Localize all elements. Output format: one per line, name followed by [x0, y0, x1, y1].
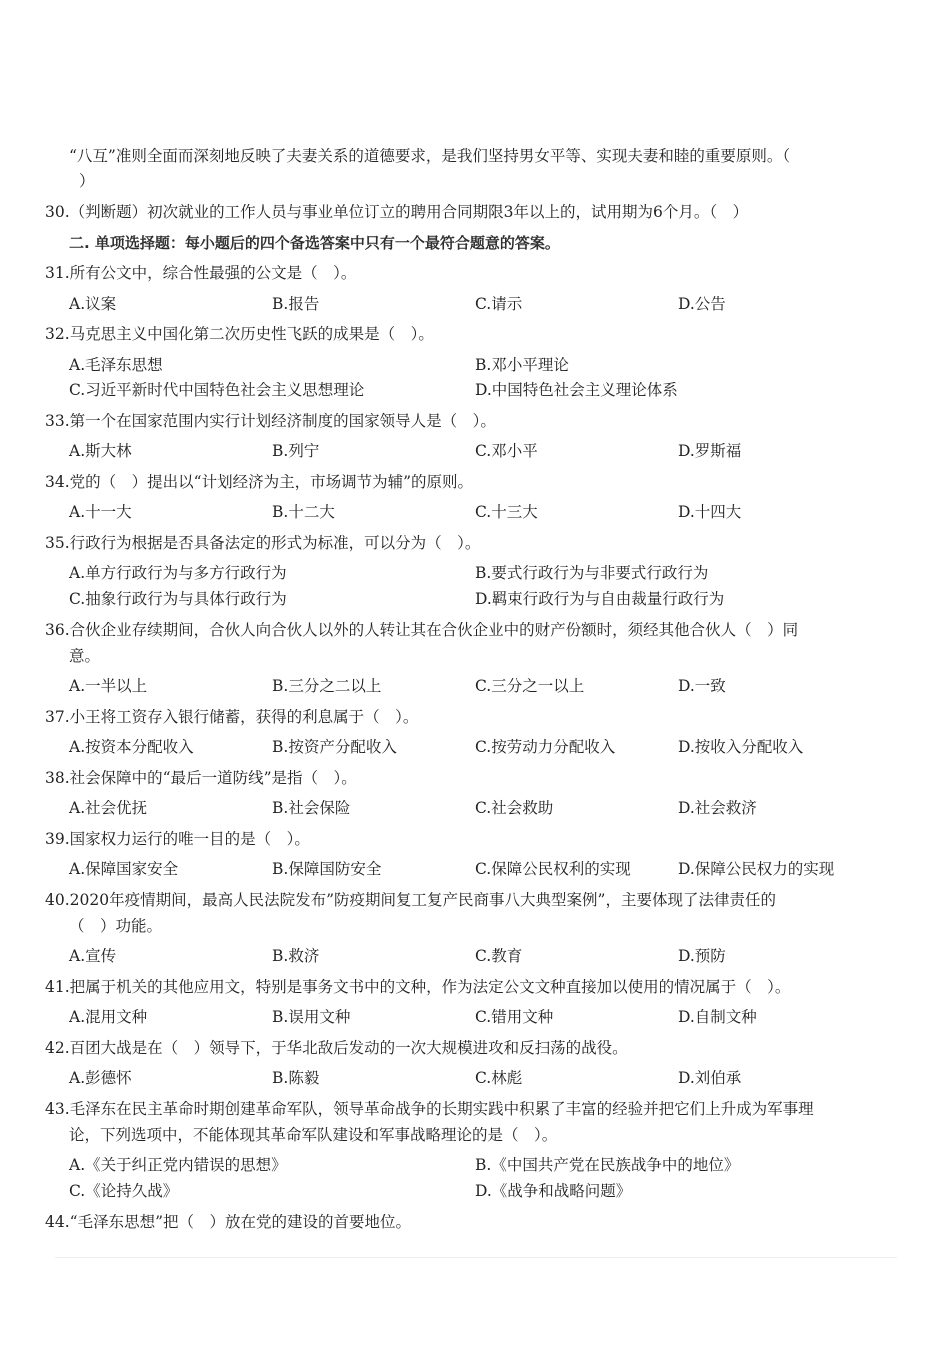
question-34-option-c: C.十三大 [475, 503, 538, 521]
question-38-stem: 38.社会保障中的“最后一道防线”是指（ ）。 [45, 769, 357, 787]
question-38-option-a: A.社会优抚 [69, 799, 148, 817]
question-31-option-c: C.请示 [475, 295, 523, 313]
question-36-option-c: C.三分之一以上 [475, 677, 585, 695]
question-37-stem: 37.小王将工资存入银行储蓄，获得的利息属于（ ）。 [45, 708, 419, 726]
footer-divider [55, 1257, 897, 1258]
question-37-option-b: B.按资产分配收入 [272, 738, 397, 756]
question-42-option-b: B.陈毅 [272, 1069, 320, 1087]
section-heading-single-choice: 二. 单项选择题：每小题后的四个备选答案中只有一个最符合题意的答案。 [69, 234, 560, 252]
question-42-option-d: D.刘伯承 [678, 1069, 742, 1087]
question-38-option-c: C.社会救助 [475, 799, 554, 817]
question-34-option-a: A.十一大 [69, 503, 132, 521]
question-39-option-d: D.保障公民权力的实现 [678, 860, 835, 878]
question-36-option-d: D.一致 [678, 677, 726, 695]
question-42-option-c: C.林彪 [475, 1069, 523, 1087]
question-36-option-a: A.一半以上 [69, 677, 148, 695]
question-41-stem: 41.把属于机关的其他应用文，特别是事务文书中的文种，作为法定公文文种直接加以使用的情况属于（ ）。 [45, 978, 791, 996]
question-31-option-b: B.报告 [272, 295, 320, 313]
question-42-stem: 42.百团大战是在（ ）领导下，于华北敌后发动的一次大规模进攻和反扫荡的战役。 [45, 1039, 628, 1057]
question-32-stem: 32.马克思主义中国化第二次历史性飞跃的成果是（ ）。 [45, 325, 434, 343]
question-43-option-a: A.《关于纠正党内错误的思想》 [69, 1156, 287, 1174]
question-37-option-d: D.按收入分配收入 [678, 738, 804, 756]
question-36-stem-line-1: 36.合伙企业存续期间，合伙人向合伙人以外的人转让其在合伙企业中的财产份额时，须经其他合伙人（ ）同 [45, 621, 799, 639]
question-33-option-d: D.罗斯福 [678, 442, 742, 460]
question-33-option-c: C.邓小平 [475, 442, 538, 460]
question-30: 30.（判断题）初次就业的工作人员与事业单位订立的聘用合同期限3年以上的，试用期为6个月。（ ） [45, 203, 749, 221]
question-39-option-b: B.保障国防安全 [272, 860, 382, 878]
question-39-stem: 39.国家权力运行的唯一目的是（ ）。 [45, 830, 310, 848]
intro-line-1: “八互”准则全面而深刻地反映了夫妻关系的道德要求，是我们坚持男女平等、实现夫妻和睦的重要原则。（ [69, 147, 791, 165]
question-40-option-b: B.救济 [272, 947, 320, 965]
question-37-option-a: A.按资本分配收入 [69, 738, 194, 756]
question-40-stem-line-2: （ ）功能。 [69, 917, 163, 935]
question-32-option-b: B.邓小平理论 [475, 356, 569, 374]
question-35-option-b: B.要式行政行为与非要式行政行为 [475, 564, 709, 582]
question-36-stem-line-2: 意。 [69, 647, 101, 665]
question-43-option-b: B.《中国共产党在民族战争中的地位》 [475, 1156, 740, 1174]
question-40-stem-line-1: 40.2020年疫情期间，最高人民法院发布”防疫期间复工复产民商事八大典型案例”，主要体现了法律责任的 [45, 891, 776, 909]
question-32-option-d: D.中国特色社会主义理论体系 [475, 381, 678, 399]
question-33-stem: 33.第一个在国家范围内实行计划经济制度的国家领导人是（ ）。 [45, 412, 496, 430]
question-37-option-c: C.按劳动力分配收入 [475, 738, 616, 756]
question-42-option-a: A.彭德怀 [69, 1069, 132, 1087]
question-33-option-a: A.斯大林 [69, 442, 132, 460]
question-41-option-a: A.混用文种 [69, 1008, 148, 1026]
question-32-option-c: C.习近平新时代中国特色社会主义思想理论 [69, 381, 365, 399]
question-35-option-c: C.抽象行政行为与具体行政行为 [69, 590, 287, 608]
question-34-option-d: D.十四大 [678, 503, 742, 521]
question-40-option-a: A.宣传 [69, 947, 117, 965]
question-32-option-a: A.毛泽东思想 [69, 356, 163, 374]
question-31-stem: 31.所有公文中，综合性最强的公文是（ ）。 [45, 264, 357, 282]
question-35-stem: 35.行政行为根据是否具备法定的形式为标准，可以分为（ ）。 [45, 534, 481, 552]
question-35-option-a: A.单方行政行为与多方行政行为 [69, 564, 287, 582]
question-38-option-d: D.社会救济 [678, 799, 757, 817]
question-43-option-d: D.《战争和战略问题》 [475, 1182, 632, 1200]
intro-line-2: ） [79, 172, 95, 190]
question-41-option-b: B.误用文种 [272, 1008, 351, 1026]
question-44-stem: 44.“毛泽东思想”把（ ）放在党的建设的首要地位。 [45, 1213, 411, 1231]
question-34-option-b: B.十二大 [272, 503, 335, 521]
question-43-stem-line-2: 论，下列选项中，不能体现其革命军队建设和军事战略理论的是（ ）。 [69, 1126, 558, 1144]
question-38-option-b: B.社会保险 [272, 799, 351, 817]
question-35-option-d: D.羁束行政行为与自由裁量行政行为 [475, 590, 725, 608]
question-33-option-b: B.列宁 [272, 442, 320, 460]
question-40-option-d: D.预防 [678, 947, 726, 965]
question-31-option-a: A.议案 [69, 295, 117, 313]
question-43-stem-line-1: 43.毛泽东在民主革命时期创建革命军队，领导革命战争的长期实践中积累了丰富的经验并把它们上升成为军事理 [45, 1100, 814, 1118]
question-43-option-c: C.《论持久战》 [69, 1182, 179, 1200]
question-39-option-a: A.保障国家安全 [69, 860, 179, 878]
question-41-option-d: D.自制文种 [678, 1008, 757, 1026]
question-31-option-d: D.公告 [678, 295, 726, 313]
question-36-option-b: B.三分之二以上 [272, 677, 382, 695]
question-40-option-c: C.教育 [475, 947, 523, 965]
question-41-option-c: C.错用文种 [475, 1008, 554, 1026]
question-34-stem: 34.党的（ ）提出以“计划经济为主，市场调节为辅”的原则。 [45, 473, 474, 491]
question-39-option-c: C.保障公民权利的实现 [475, 860, 631, 878]
